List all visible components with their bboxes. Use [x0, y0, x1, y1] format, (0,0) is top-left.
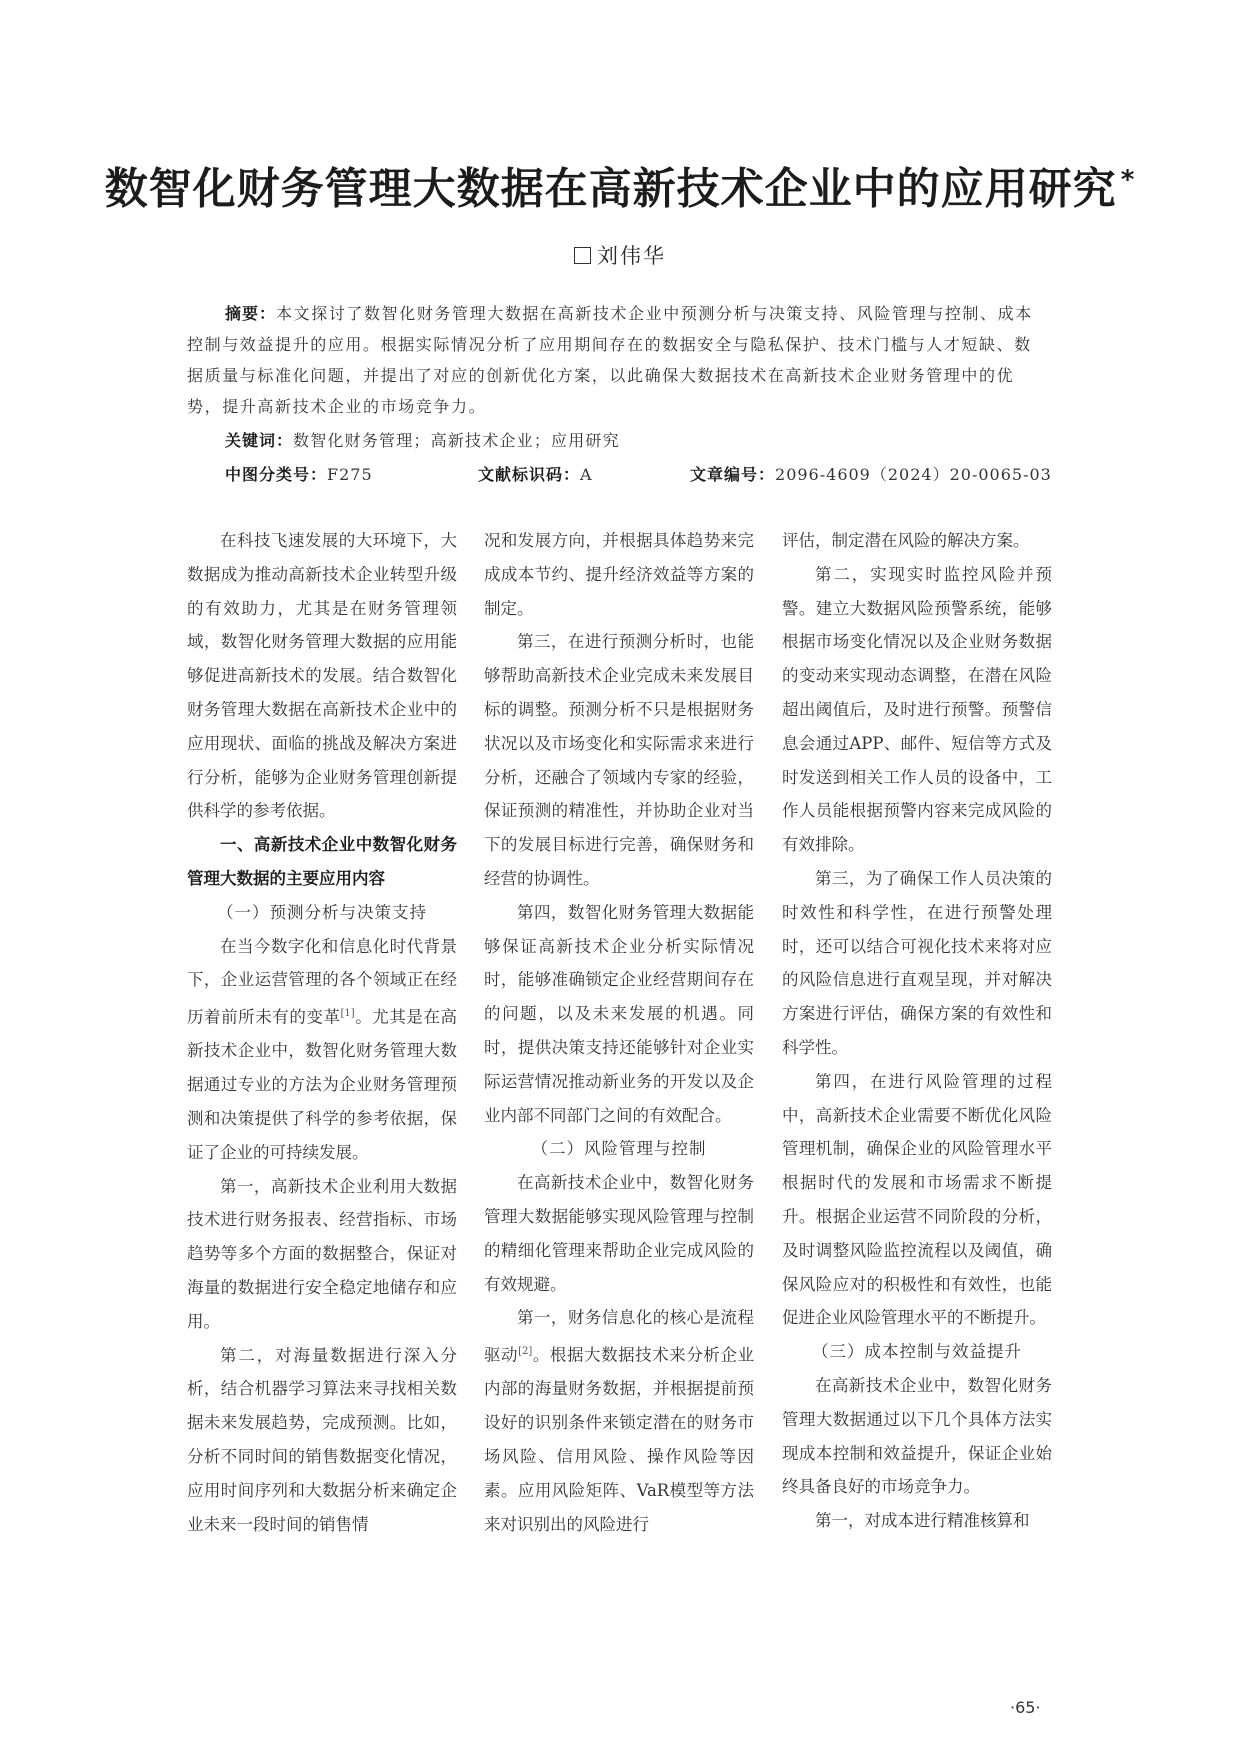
paragraph: 第二，对海量数据进行深入分析，结合机器学习算法来寻找相关数据未来发展趋势，完成预测。比如，分析不同时间的销售数据变化情况，应用时间序列和大数据分析来确定企业未来一段时间的销售情: [187, 1345, 457, 1534]
section-heading: 一、高新技术企业中数智化财务管理大数据的主要应用内容: [187, 835, 457, 888]
clc-number: [225, 462, 373, 485]
paragraph-text: 第一，财务信息化的核心是流程驱动: [484, 1308, 754, 1365]
citation-ref: [2]: [518, 1346, 533, 1358]
doc-code-value: A: [580, 465, 593, 484]
paragraph: 第四，数智化财务管理大数据能够保证高新技术企业分析实际情况时，能够准确锁定企业经营期间存在的问题，以及未来发展的机遇。同时，提供决策支持还能够针对企业实际运营情况推动新业务的开发以及企业内部不同部门之间的有效配合。: [484, 902, 754, 1125]
title-footnote-mark: *: [1120, 165, 1136, 195]
paragraph: 第三，为了确保工作人员决策的时效性和科学性，在进行预警处理时，还可以结合可视化技术来将对应的风险信息进行直观呈现，并对解决方案进行评估，确保方案的有效性和科学性。: [782, 868, 1052, 1057]
subsection-heading: （一）预测分析与决策支持: [217, 902, 427, 922]
paragraph: 评估，制定潜在风险的解决方案。: [782, 531, 1030, 550]
paragraph-text: 在当今数字化和信息化时代背景下，企业运营管理的各个领域正在经历着前所未有的变革: [187, 936, 457, 1027]
keywords-label: 关键词：: [225, 431, 294, 450]
abstract-paragraph: [187, 298, 1049, 422]
article-number: [690, 462, 1052, 485]
paragraph-text: 。尤其是在高新技术企业中，数智化财务管理大数据通过专业的方法为企业财务管理预测和决策提供了科学的参考依据，保证了企业的可持续发展。: [187, 1007, 458, 1162]
document-code: [478, 462, 593, 485]
author-name: 刘伟华: [597, 244, 666, 268]
page-number: ·65·: [1010, 1698, 1041, 1717]
article-title-text: 数智化财务管理大数据在高新技术企业中的应用研究: [104, 164, 1117, 215]
keywords: [225, 428, 620, 451]
article-number-label: 文章编号：: [690, 465, 776, 484]
subsection-heading: （二）风险管理与控制: [531, 1139, 707, 1159]
clc-value: F275: [327, 465, 373, 484]
paragraph: 第三，在进行预测分析时，也能够帮助高新技术企业完成未来发展目标的调整。预测分析不只是根据财务状况以及市场变化和实际需求来进行分析，还融合了领域内专家的经验，保证预测的精准性，并协助企业对当下的发展目标进行完善，确保财务和经营的协调性。: [484, 632, 754, 888]
abstract-text: 本文探讨了数智化财务管理大数据在高新技术企业中预测分析与决策支持、风险管理与控制、成本控制与效益提升的应用。根据实际情况分析了应用期间存在的数据安全与隐私保护、技术门槛与人才短缺、数据质量与标准化问题，并提出了对应的创新优化方案，以此确保大数据技术在高新技术企业财务管理中的优势，提升高新技术企业的市场竞争力。: [187, 304, 1033, 416]
paragraph: 第四，在进行风险管理的过程中，高新技术企业需要不断优化风险管理机制，确保企业的风险管理水平根据时代的发展和市场需求不断提升。根据企业运营不同阶段的分析，及时调整风险监控流程以及阈值，确保风险应对的积极性和有效性，也能促进企业风险管理水平的不断提升。: [782, 1071, 1052, 1328]
article-number-value: 2096-4609（2024）20-0065-03: [775, 465, 1052, 484]
paragraph: 第一，高新技术企业利用大数据技术进行财务报表、经营指标、市场趋势等多个方面的数据整合，保证对海量的数据进行安全稳定地储存和应用。: [187, 1176, 457, 1331]
column-3: [782, 524, 1052, 1538]
keywords-text: 数智化财务管理；高新技术企业；应用研究: [293, 431, 620, 450]
clc-label: 中图分类号：: [225, 465, 328, 484]
abstract: [187, 298, 1049, 422]
paragraph: 况和发展方向，并根据具体趋势来完成成本节约、提升经济效益等方案的制定。: [484, 531, 754, 618]
paragraph: 在科技飞速发展的大环境下，大数据成为推动高新技术企业转型升级的有效助力，尤其是在财务管理领域，数智化财务管理大数据的应用能够促进高新技术的发展。结合数智化财务管理大数据在高新技术企业中的应用现状、面临的挑战及解决方案进行分析，能够为企业财务管理创新提供科学的参考依据。: [187, 531, 457, 821]
column-1: [187, 524, 457, 1541]
doc-code-label: 文献标识码：: [478, 465, 581, 484]
subsection-heading: （三）成本控制与效益提升: [812, 1342, 1022, 1362]
paragraph-text: 。根据大数据技术来分析企业内部的海量财务数据，并根据提前预设好的识别条件来锁定潜在的财务市场风险、信用风险、操作风险等因素。应用风险矩阵、VaR模型等方法来对识别出的风险进行: [484, 1345, 755, 1534]
paragraph: 在高新技术企业中，数智化财务管理大数据通过以下几个具体方法实现成本控制和效益提升，保证企业始终具备良好的市场竞争力。: [782, 1375, 1052, 1497]
paragraph: 在高新技术企业中，数智化财务管理大数据能够实现风险管理与控制的精细化管理来帮助企业完成风险的有效规避。: [484, 1173, 754, 1294]
paragraph: 第一，对成本进行精准核算和: [815, 1511, 1030, 1531]
column-2: [484, 524, 754, 1541]
author-line: [0, 240, 1240, 270]
paragraph: [187, 930, 457, 1170]
abstract-label: 摘要：: [225, 304, 277, 323]
paragraph: 第二，实现实时监控风险并预警。建立大数据风险预警系统，能够根据市场变化情况以及企业财务数据的变动来实现动态调整，在潜在风险超出阈值后，及时进行预警。预警信息会通过APP、邮件、短信等方式及时发送到相关工作人员的设备中，工作人员能根据预警内容来完成风险的有效排除。: [782, 564, 1052, 855]
citation-ref: [1]: [340, 1008, 355, 1020]
paragraph: [484, 1301, 754, 1541]
author-box-icon: [574, 247, 591, 264]
article-title: [0, 150, 1240, 219]
